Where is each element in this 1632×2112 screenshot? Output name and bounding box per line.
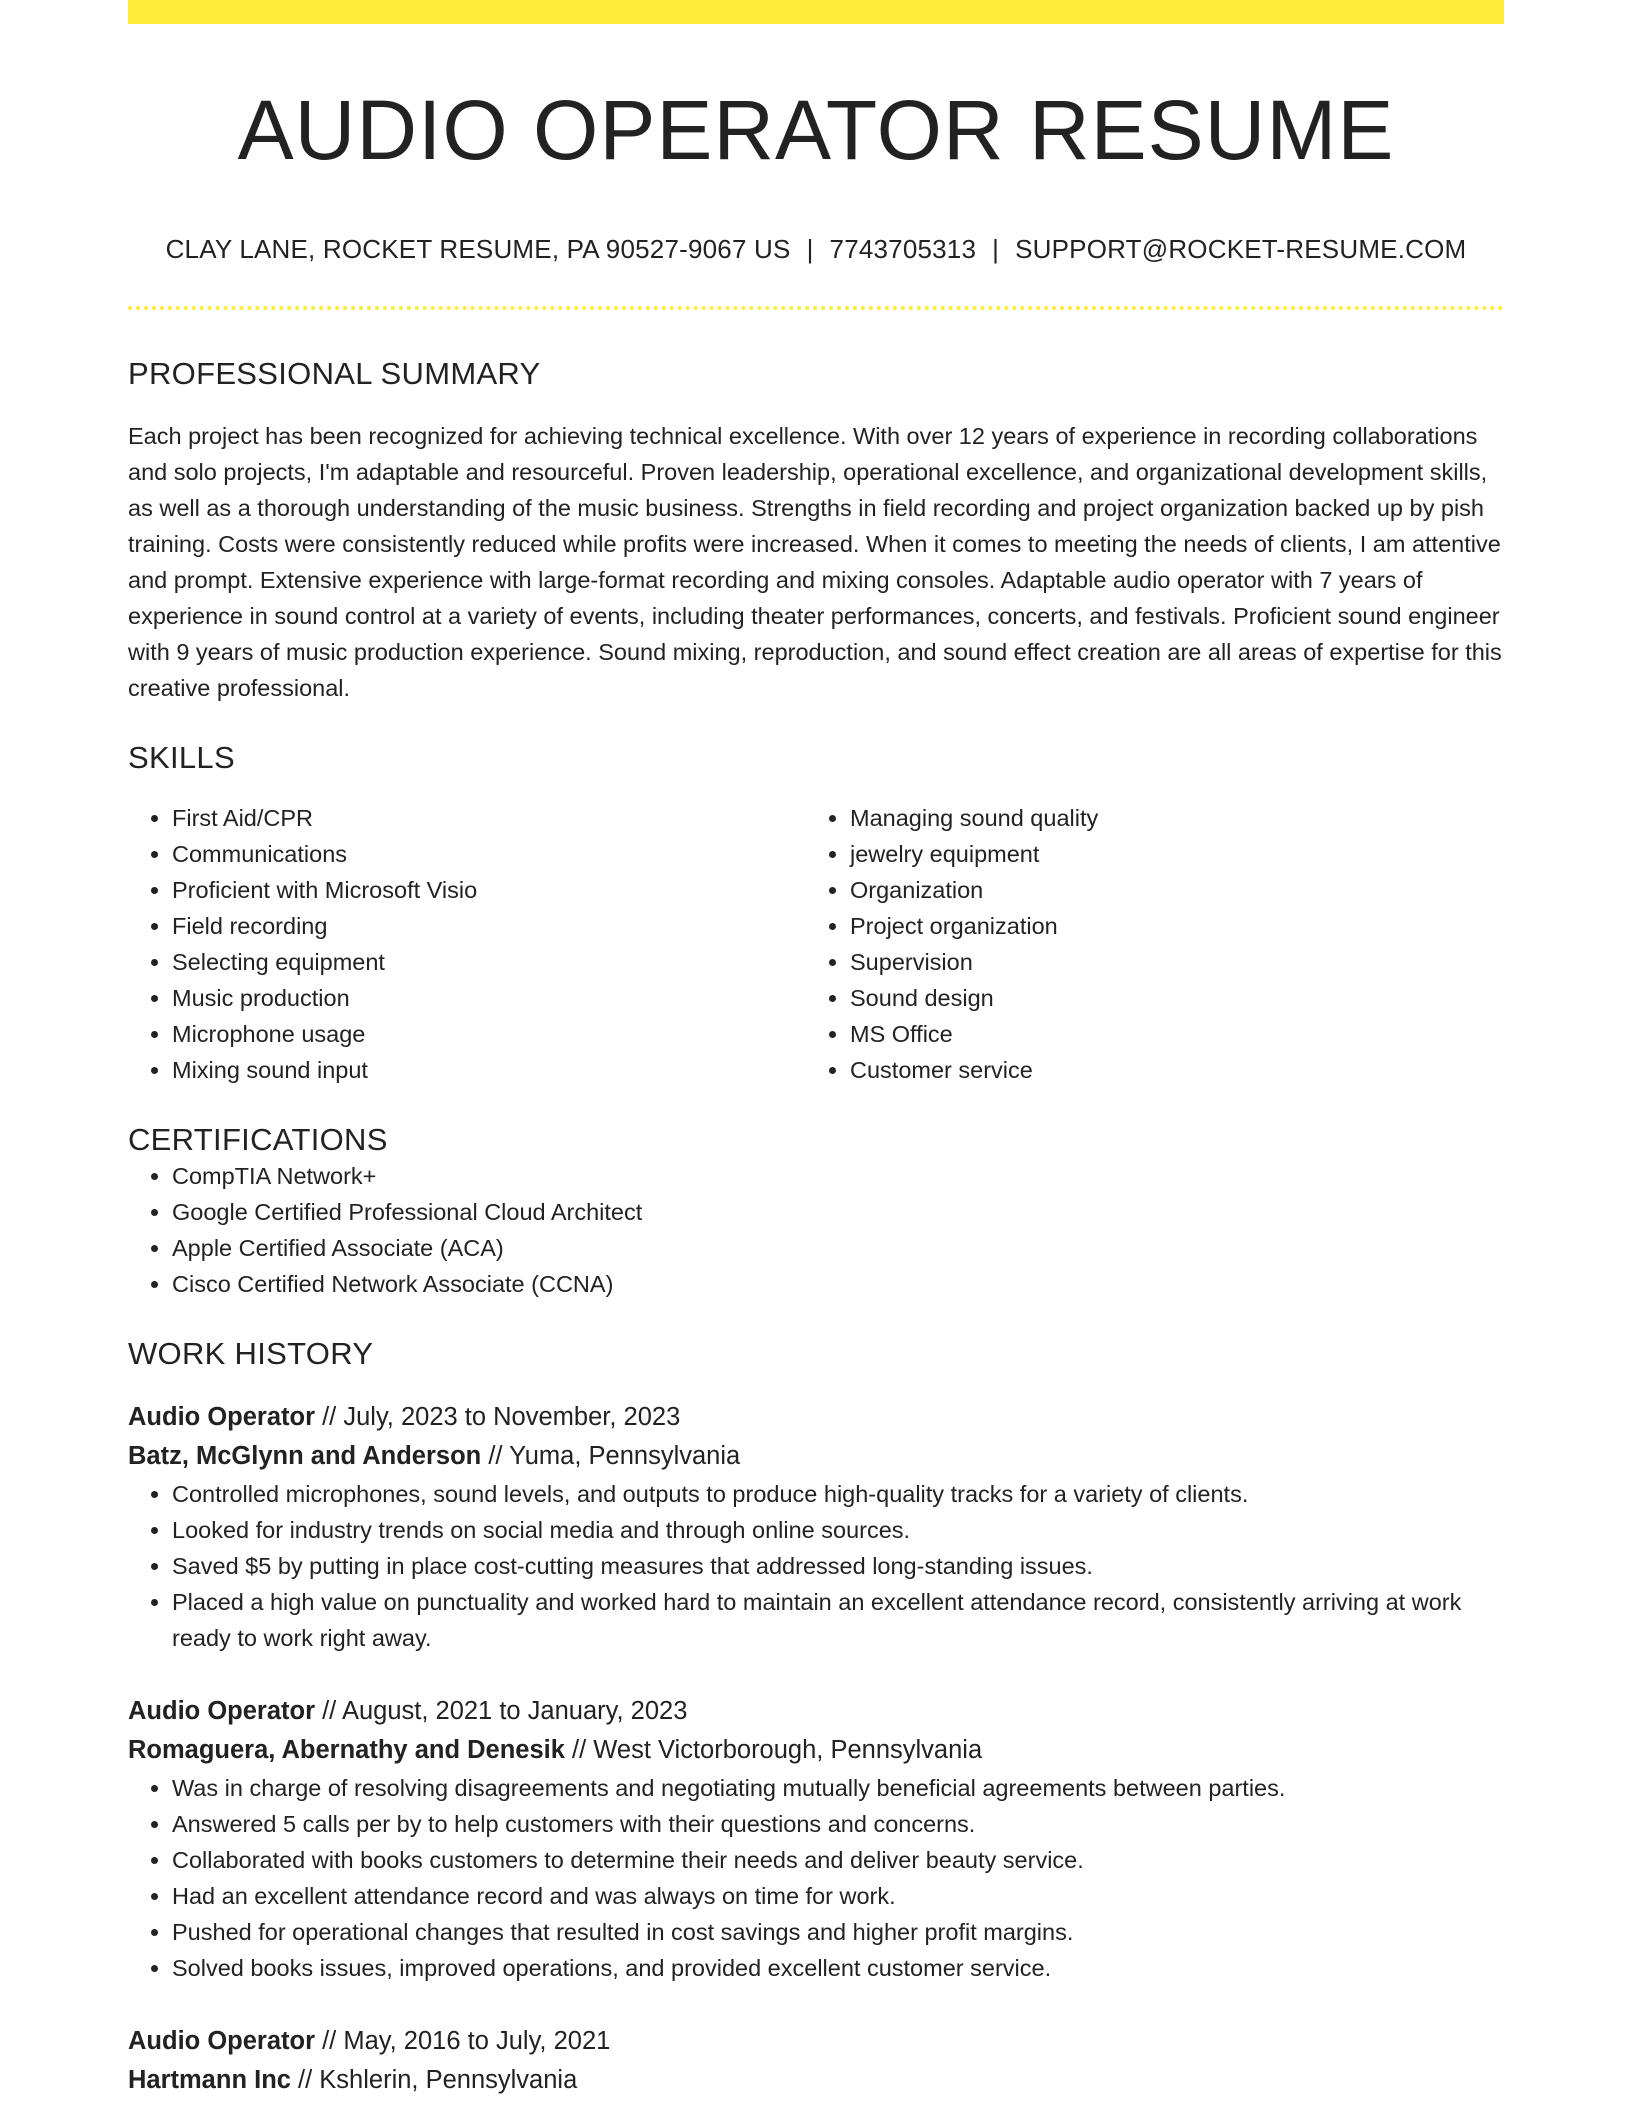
skill-item: • Communications	[172, 836, 806, 872]
certifications-heading: CERTIFICATIONS	[128, 1121, 388, 1157]
contact-email: SUPPORT@ROCKET-RESUME.COM	[1015, 234, 1467, 265]
skill-item: • Mixing sound input	[172, 1052, 806, 1088]
skills-column-right	[806, 800, 1484, 1088]
job-company: Batz, McGlynn and Anderson	[128, 1441, 482, 1470]
dotted-divider	[128, 306, 1504, 310]
job-company: Hartmann Inc	[128, 2065, 291, 2094]
job-bullet: • Saved $5 by putting in place cost-cutting measures that addressed long-standing issues.	[172, 1548, 1504, 1584]
skill-item: • Project organization	[850, 908, 1484, 944]
job-bullet: • Was in charge of resolving disagreements and negotiating mutually beneficial agreements between parties.	[172, 1770, 1504, 1806]
skill-item: • jewelry equipment	[850, 836, 1484, 872]
job-bullet: • Looked for industry trends on social media and through online sources.	[172, 1512, 1504, 1548]
skills-list-left	[128, 800, 806, 1088]
summary-text: Each project has been recognized for achieving technical excellence. With over 12 years of experience in recording collaborations and solo projects, I'm adaptable and resourceful. Proven leadership, operational excellence, and organizational development skills, as well as a thorough understanding of the music business. Strengths in field recording and project organization backed up by pish training. Costs were consistently reduced while profits were increased. When it comes to meeting the needs of clients, I am attentive and prompt. Extensive experience with large-format recording and mixing consoles. Adaptable audio operator with 7 years of experience in sound control at a variety of events, including theater performances, concerts, and festivals. Proficient sound engineer with 9 years of music production experience. Sound mixing, reproduction, and sound effect creation are all areas of expertise for this creative professional.	[128, 422, 1502, 701]
job-dates: // August, 2021 to January, 2023	[315, 1696, 688, 1725]
job-bullets	[128, 1476, 1504, 1656]
job-entry	[128, 1692, 1504, 1986]
skills-heading: SKILLS	[128, 739, 235, 775]
skills-column-left	[128, 800, 806, 1088]
skill-item: • Managing sound quality	[850, 800, 1484, 836]
job-company: Romaguera, Abernathy and Denesik	[128, 1735, 565, 1764]
certification-item: • CompTIA Network+	[172, 1158, 1504, 1194]
skills-list-right	[806, 800, 1484, 1088]
job-title: Audio Operator	[128, 2026, 316, 2055]
job-bullet: • Had an excellent attendance record and was always on time for work.	[172, 1878, 1504, 1914]
job-location: // Yuma, Pennsylvania	[481, 1441, 741, 1470]
job-bullet: • Pushed for operational changes that resulted in cost savings and higher profit margins.	[172, 1914, 1504, 1950]
contact-phone: 7743705313	[829, 234, 977, 265]
skill-item: • Customer service	[850, 1052, 1484, 1088]
contact-address: CLAY LANE, ROCKET RESUME, PA 90527-9067 US	[165, 234, 791, 265]
job-bullet: • Controlled microphones, sound levels, and outputs to produce high-quality tracks for a variety of clients.	[172, 1476, 1504, 1512]
skill-item: • Field recording	[172, 908, 806, 944]
skill-item: • Selecting equipment	[172, 944, 806, 980]
job-entry	[128, 2022, 1504, 2100]
job-title: Audio Operator	[128, 1402, 316, 1431]
skill-item: • Proficient with Microsoft Visio	[172, 872, 806, 908]
job-company-line	[128, 2061, 1504, 2100]
job-company-line	[128, 1437, 1504, 1476]
page-title: AUDIO OPERATOR RESUME	[237, 83, 1395, 177]
job-bullet: • Collaborated with books customers to determine their needs and deliver beauty service.	[172, 1842, 1504, 1878]
job-dates: // May, 2016 to July, 2021	[315, 2026, 611, 2055]
skills-grid	[128, 800, 1504, 1088]
job-title-line	[128, 2022, 1504, 2061]
job-bullets	[128, 1770, 1504, 1986]
job-company-line	[128, 1731, 1504, 1770]
work-history-heading: WORK HISTORY	[128, 1335, 374, 1371]
job-title-line	[128, 1692, 1504, 1731]
skill-item: • Microphone usage	[172, 1016, 806, 1052]
skill-item: • First Aid/CPR	[172, 800, 806, 836]
summary-heading: PROFESSIONAL SUMMARY	[128, 355, 541, 391]
certification-item: • Google Certified Professional Cloud Architect	[172, 1194, 1504, 1230]
top-accent-bar	[128, 0, 1504, 24]
skill-item: • Music production	[172, 980, 806, 1016]
job-entry	[128, 1398, 1504, 1656]
skill-item: • Supervision	[850, 944, 1484, 980]
certification-item: • Cisco Certified Network Associate (CCNA)	[172, 1266, 1504, 1302]
contact-separator: |	[806, 234, 814, 265]
job-location: // Kshlerin, Pennsylvania	[290, 2065, 578, 2094]
job-bullet: • Answered 5 calls per by to help customers with their questions and concerns.	[172, 1806, 1504, 1842]
job-dates: // July, 2023 to November, 2023	[315, 1402, 681, 1431]
contact-separator: |	[992, 234, 1000, 265]
contact-line	[128, 234, 1504, 265]
certification-item: • Apple Certified Associate (ACA)	[172, 1230, 1504, 1266]
job-location: // West Victorborough, Pennsylvania	[564, 1735, 983, 1764]
skill-item: • MS Office	[850, 1016, 1484, 1052]
certifications-list	[128, 1158, 1504, 1302]
skill-item: • Organization	[850, 872, 1484, 908]
job-bullet: • Placed a high value on punctuality and worked hard to maintain an excellent attendance record, consistently arriving at work ready to work right away.	[172, 1584, 1504, 1656]
job-bullet: • Solved books issues, improved operations, and provided excellent customer service.	[172, 1950, 1504, 1986]
skill-item: • Sound design	[850, 980, 1484, 1016]
resume-page	[128, 0, 1504, 2100]
job-title-line	[128, 1398, 1504, 1437]
job-title: Audio Operator	[128, 1696, 316, 1725]
